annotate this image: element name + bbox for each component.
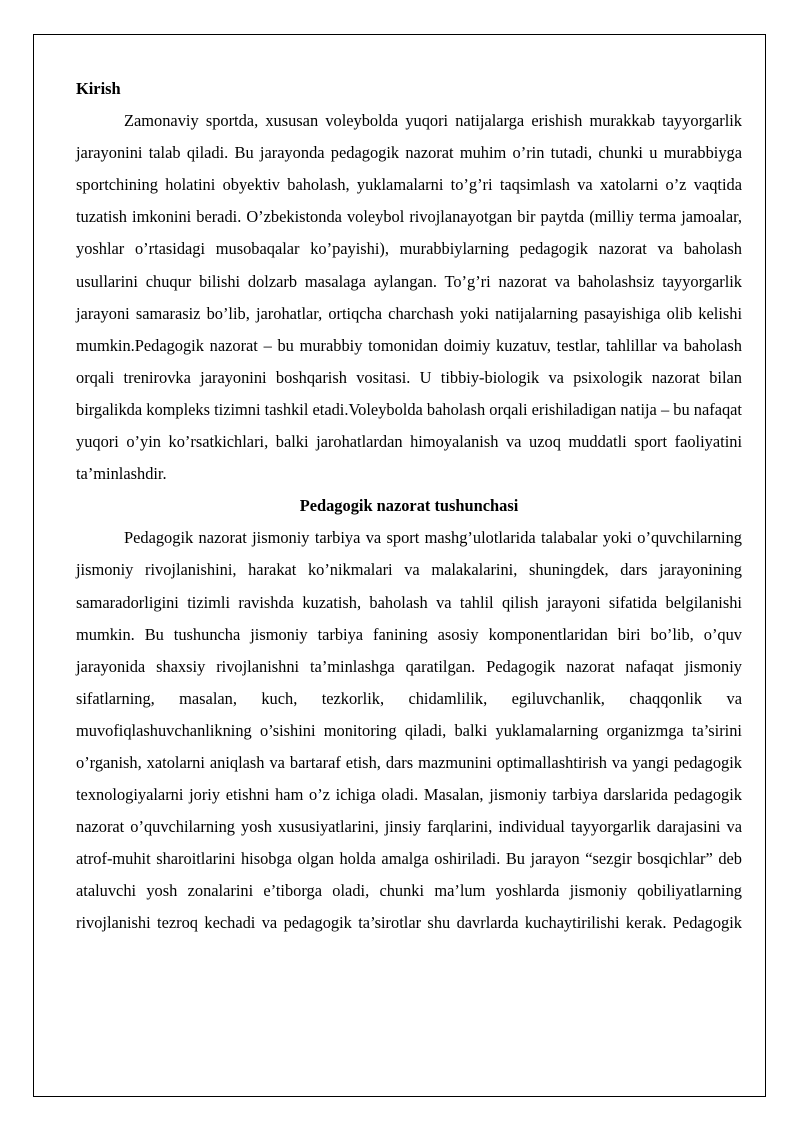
section-heading: Pedagogik nazorat tushunchasi (299, 496, 519, 516)
intro-paragraph: Zamonaviy sportda, xususan voleybolda yuqori natijalarga erishish murakkab tayyorgarlik jarayonini talab qiladi. Bu jarayonda pedagogik nazorat muhim o’rin tutadi, chunki u murabbiyga sportchining holatini obyektiv baholash, yuklamalarni to’g’ri taqsimlash va xatolarni o’z vaqtida tuzatish imkonini beradi. O’zbekistonda voleybol rivojlanayotgan bir paytda (milliy terma jamoalar, yoshlar o’rtasidagi musobaqalar ko’payishi), murabbiylarning pedagogik nazorat va baholash usullarini chuqur bilishi dolzarb masalaga aylangan. To’g’ri nazorat va baholashsiz tayyorgarlik jarayoni samarasiz bo’lib, jarohatlar, ortiqcha charchash yoki natijalarning pasayishiga olib kelishi mumkin.Pedagogik nazorat – bu murabbiy tomonidan doimiy kuzatuv, testlar, tahlillar va baholash orqali trenirovka jarayonini boshqarish vositasi. U tibbiy-biologik va psixologik nazorat bilan birgalikda kompleks tizimni tashkil etadi.Voleybolda baholash orqali erishiladigan natija – bu nafaqat yuqori o’yin ko’rsatkichlari, balki jarohatlardan himoyalanish va uzoq muddatli sport faoliyatini ta’minlashdir. (76, 111, 742, 484)
section-paragraph: Pedagogik nazorat jismoniy tarbiya va sport mashg’ulotlarida talabalar yoki o’quvchilarning jismoniy rivojlanishini, harakat ko’nikmalari va malakalarini, shuningdek, dars jarayonining samaradorligini tizimli ravishda kuzatish, baholash va tahlil qilish jarayoni sifatida belgilanishi mumkin. Bu tushuncha jismoniy tarbiya fanining asosiy komponentlaridan biri bo’lib, o’quv jarayonida shaxsiy rivojlanishni ta’minlashga qaratilgan. Pedagogik nazorat nafaqat jismoniy sifatlarning, masalan, kuch, tezkorlik, chidamlilik, egiluvchanlik, chaqqonlik va muvofiqlashuvchanlikning o’sishini monitoring qiladi, balki yuklamalarning organizmga ta’sirini o’rganish, xatolarni aniqlash va bartaraf etish, dars mazmunini optimallashtirish va yangi pedagogik texnologiyalarni joriy etishni ham o’z ichiga oladi. Masalan, jismoniy tarbiya darslarida pedagogik nazorat o’quvchilarning yosh xususiyatlarini, jinsiy farqlarini, individual tayyorgarlik darajasini va atrof-muhit sharoitlarini hisobga olgan holda amalga oshiriladi. Bu jarayon “sezgir bosqichlar” deb ataluvchi yosh zonalarini e’tiborga oladi, chunki ma’lum yoshlarda jismoniy qobiliyatlarning rivojlanishi tezroq kechadi va pedagogik ta’sirotlar shu davrlarda kuchaytirilishi kerak. Pedagogik (76, 528, 742, 933)
intro-heading: Kirish (76, 79, 121, 98)
document-body (76, 73, 742, 940)
